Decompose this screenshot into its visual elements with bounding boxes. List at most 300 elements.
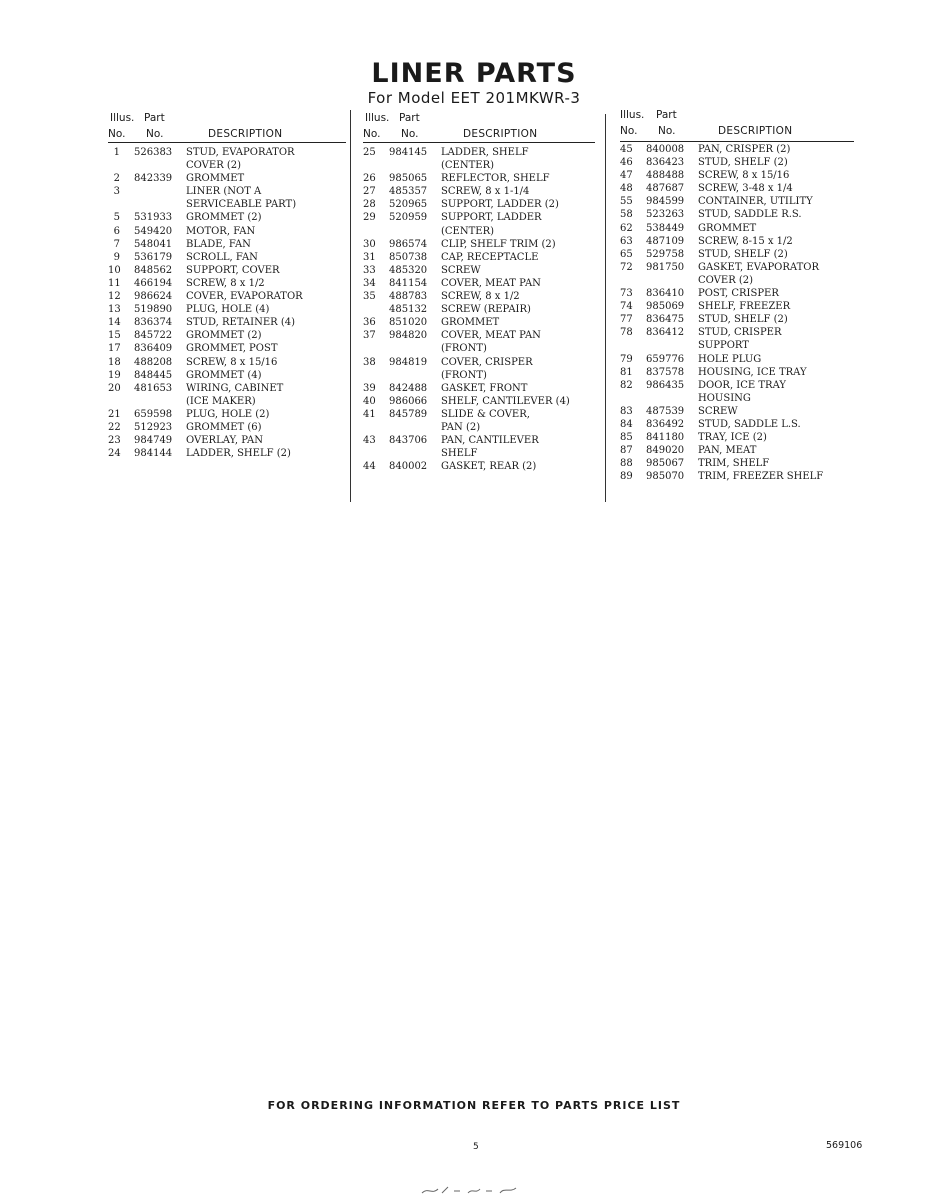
illus-number: 41 <box>363 408 376 420</box>
illus-number: 18 <box>108 356 121 368</box>
illus-number: 5 <box>113 212 120 224</box>
illus-number: 17 <box>108 343 121 355</box>
table-row <box>363 172 603 185</box>
header-no: No. <box>363 128 381 140</box>
table-row <box>108 342 348 355</box>
parts-rows <box>363 146 603 473</box>
part-number: 986574 <box>389 238 428 250</box>
illus-number: 20 <box>108 382 121 394</box>
part-number: 466194 <box>134 277 173 289</box>
table-row <box>363 342 603 355</box>
illus-number: 58 <box>620 209 633 221</box>
part-number: 481653 <box>134 382 173 394</box>
header-rule <box>620 141 854 142</box>
part-description: TRAY, ICE (2) <box>698 432 767 444</box>
page-title: LINER PARTS <box>371 58 577 89</box>
part-description: GROMMET (2) <box>186 212 262 224</box>
header-description: DESCRIPTION <box>208 128 283 140</box>
header-illus: Illus. <box>620 109 645 121</box>
table-row <box>363 408 603 421</box>
table-row <box>363 316 603 329</box>
illus-number: 9 <box>113 251 120 263</box>
header-part-no: No. <box>658 125 676 137</box>
parts-column-2 <box>363 112 603 473</box>
table-row <box>363 146 603 159</box>
illus-number: 78 <box>620 327 633 339</box>
header-rule <box>363 142 595 143</box>
part-description: SHELF, FREEZER <box>698 301 791 313</box>
part-description: SCREW, 8 x 1-1/4 <box>441 186 530 198</box>
table-row <box>620 261 860 274</box>
illus-number: 40 <box>363 395 376 407</box>
part-number: 985067 <box>646 458 685 470</box>
part-description: (CENTER) <box>441 225 495 237</box>
illus-number: 31 <box>363 251 376 263</box>
part-description: STUD, SADDLE R.S. <box>698 209 802 221</box>
table-row <box>620 235 860 248</box>
illus-number: 14 <box>108 317 121 329</box>
illus-number: 39 <box>363 382 376 394</box>
part-description: LADDER, SHELF <box>441 147 529 158</box>
table-row <box>108 434 348 447</box>
illus-number: 38 <box>363 356 376 368</box>
parts-column-1 <box>108 112 348 460</box>
part-description: CAP, RECEPTACLE <box>441 251 539 263</box>
table-row <box>620 195 860 208</box>
illus-number: 44 <box>363 461 376 473</box>
part-number: 837578 <box>646 366 685 378</box>
page-subtitle: For Model EET 201MKWR-3 <box>367 89 581 107</box>
table-row <box>363 382 603 395</box>
part-description: POST, CRISPER <box>698 288 779 300</box>
illus-number: 83 <box>620 405 633 417</box>
part-description: STUD, CRISPER <box>698 327 782 339</box>
part-description: (CENTER) <box>441 160 495 172</box>
part-description: SCREW, 8 x 1/2 <box>186 277 265 289</box>
part-number: 984820 <box>389 330 428 342</box>
illus-number: 2 <box>113 173 120 185</box>
part-description: STUD, SHELF (2) <box>698 248 788 260</box>
illus-number: 55 <box>620 196 633 208</box>
illus-number: 89 <box>620 471 633 483</box>
part-description: WIRING, CABINET <box>186 382 284 394</box>
illus-number: 15 <box>108 330 121 342</box>
part-description: GROMMET <box>186 173 245 185</box>
page-number: 5 <box>473 1142 479 1152</box>
table-row <box>108 225 348 238</box>
illus-number: 24 <box>108 448 121 460</box>
illus-number: 27 <box>363 186 376 198</box>
part-description: STUD, SHELF (2) <box>698 314 788 326</box>
part-description: GROMMET (6) <box>186 421 262 433</box>
table-row <box>620 405 860 418</box>
table-row <box>620 287 860 300</box>
part-number: 840002 <box>389 461 428 473</box>
part-description: HOUSING <box>698 392 751 404</box>
column-header <box>108 112 348 142</box>
illus-number: 63 <box>620 235 633 247</box>
illus-number: 77 <box>620 314 633 326</box>
part-number: 850738 <box>389 251 428 263</box>
ordering-footer: FOR ORDERING INFORMATION REFER TO PARTS PRICE LIST <box>267 1099 681 1112</box>
parts-rows <box>620 143 860 483</box>
table-row <box>108 159 348 172</box>
illus-number: 37 <box>363 330 376 342</box>
part-description: GROMMET, POST <box>186 343 278 355</box>
part-number: 512923 <box>134 421 173 433</box>
table-row <box>108 211 348 224</box>
part-number: 487539 <box>646 405 685 417</box>
table-row <box>108 408 348 421</box>
part-description: CONTAINER, UTILITY <box>698 196 813 208</box>
part-number: 529758 <box>646 248 685 260</box>
parts-rows <box>108 146 348 460</box>
header-no: No. <box>108 128 126 140</box>
header-description: DESCRIPTION <box>463 128 538 140</box>
illus-number: 28 <box>363 199 376 211</box>
table-row <box>363 211 603 224</box>
header-rule <box>108 142 346 143</box>
part-description: GASKET, FRONT <box>441 382 528 394</box>
part-number: 485320 <box>389 264 428 276</box>
part-number: 836410 <box>646 288 685 300</box>
part-number: 843706 <box>389 435 428 447</box>
column-divider <box>350 110 351 502</box>
part-description: DOOR, ICE TRAY <box>698 379 786 391</box>
part-number: 984819 <box>389 356 428 368</box>
table-row <box>620 444 860 457</box>
part-description: PAN, CRISPER (2) <box>698 144 791 155</box>
part-description: GASKET, REAR (2) <box>441 461 537 473</box>
table-row <box>620 248 860 261</box>
table-row <box>620 431 860 444</box>
header-part-no: No. <box>146 128 164 140</box>
table-row <box>620 392 860 405</box>
part-number: 485357 <box>389 186 428 198</box>
illus-number: 65 <box>620 248 633 260</box>
part-description: REFLECTOR, SHELF <box>441 173 550 185</box>
part-description: COVER (2) <box>698 274 754 286</box>
part-description: GROMMET (4) <box>186 369 262 381</box>
document-number: 569106 <box>826 1140 863 1151</box>
part-description: (FRONT) <box>441 343 487 355</box>
table-row <box>620 418 860 431</box>
table-row <box>363 447 603 460</box>
table-row <box>363 290 603 303</box>
part-number: 488488 <box>646 170 685 182</box>
part-description: SHELF, CANTILEVER (4) <box>441 395 570 407</box>
table-row <box>363 277 603 290</box>
table-row <box>620 274 860 287</box>
part-description: SUPPORT, LADDER (2) <box>441 199 559 211</box>
table-row <box>363 356 603 369</box>
part-description: SCREW <box>698 405 738 417</box>
illus-number: 79 <box>620 353 633 365</box>
part-description: COVER, EVAPORATOR <box>186 291 303 303</box>
part-number: 485132 <box>389 304 428 316</box>
illus-number: 7 <box>113 238 120 250</box>
illus-number: 12 <box>108 291 121 303</box>
illus-number: 13 <box>108 304 121 316</box>
part-number: 526383 <box>134 147 173 158</box>
header-description: DESCRIPTION <box>718 125 793 137</box>
part-description: GROMMET (2) <box>186 330 262 342</box>
part-description: LINER (NOT A <box>186 186 262 198</box>
table-row <box>620 470 860 483</box>
illus-number: 3 <box>113 186 120 198</box>
part-description: COVER, MEAT PAN <box>441 330 541 342</box>
table-row <box>108 290 348 303</box>
illus-number: 88 <box>620 458 633 470</box>
part-number: 985065 <box>389 173 428 185</box>
part-description: SCREW, 8-15 x 1/2 <box>698 235 793 247</box>
table-row <box>620 222 860 235</box>
table-row <box>620 182 860 195</box>
part-description: GASKET, EVAPORATOR <box>698 261 819 273</box>
illus-number: 48 <box>620 183 633 195</box>
illus-number: 84 <box>620 418 633 430</box>
part-number: 984144 <box>134 448 173 460</box>
part-description: STUD, SHELF (2) <box>698 157 788 169</box>
part-description: SCREW <box>441 264 481 276</box>
part-number: 836492 <box>646 418 685 430</box>
part-description: GROMMET <box>698 222 757 234</box>
illus-number: 19 <box>108 369 121 381</box>
part-description: (ICE MAKER) <box>186 395 256 407</box>
part-description: GROMMET <box>441 317 500 329</box>
table-row <box>108 185 348 198</box>
table-row <box>108 382 348 395</box>
part-description: SCREW, 8 x 15/16 <box>186 356 278 368</box>
header-illus: Illus. <box>365 112 390 124</box>
table-row <box>108 329 348 342</box>
part-description: SCROLL, FAN <box>186 251 258 263</box>
part-number: 848562 <box>134 264 173 276</box>
table-row <box>108 356 348 369</box>
handwritten-mark <box>420 1183 530 1197</box>
table-row <box>363 421 603 434</box>
part-description: (FRONT) <box>441 369 487 381</box>
illus-number: 36 <box>363 317 376 329</box>
illus-number: 25 <box>363 147 376 158</box>
part-number: 986066 <box>389 395 428 407</box>
part-number: 986624 <box>134 291 173 303</box>
table-row <box>108 421 348 434</box>
illus-number: 29 <box>363 212 376 224</box>
part-description: STUD, EVAPORATOR <box>186 147 295 158</box>
part-number: 536179 <box>134 251 173 263</box>
header-part: Part <box>399 112 420 124</box>
part-number: 519890 <box>134 304 173 316</box>
part-description: HOUSING, ICE TRAY <box>698 366 807 378</box>
illus-number: 73 <box>620 288 633 300</box>
part-number: 836409 <box>134 343 173 355</box>
table-row <box>108 277 348 290</box>
table-row <box>620 379 860 392</box>
part-description: LADDER, SHELF (2) <box>186 448 291 460</box>
illus-number: 43 <box>363 435 376 447</box>
table-row <box>620 353 860 366</box>
table-row <box>620 326 860 339</box>
illus-number: 26 <box>363 173 376 185</box>
part-number: 984145 <box>389 147 428 158</box>
column-divider <box>605 114 606 502</box>
part-number: 520965 <box>389 199 428 211</box>
table-row <box>108 238 348 251</box>
table-row <box>363 251 603 264</box>
illus-number: 72 <box>620 261 633 273</box>
illus-number: 87 <box>620 445 633 457</box>
table-row <box>620 313 860 326</box>
part-number: 523263 <box>646 209 685 221</box>
part-description: MOTOR, FAN <box>186 225 256 237</box>
part-number: 538449 <box>646 222 685 234</box>
part-description: OVERLAY, PAN <box>186 435 263 447</box>
illus-number: 47 <box>620 170 633 182</box>
table-row <box>108 146 348 159</box>
table-row <box>363 264 603 277</box>
illus-number: 22 <box>108 421 121 433</box>
table-row <box>108 172 348 185</box>
table-row <box>363 460 603 473</box>
part-number: 984599 <box>646 196 685 208</box>
part-description: COVER (2) <box>186 160 242 172</box>
illus-number: 82 <box>620 379 633 391</box>
table-row <box>620 169 860 182</box>
part-number: 848445 <box>134 369 173 381</box>
part-number: 842339 <box>134 173 173 185</box>
table-row <box>363 198 603 211</box>
part-number: 488208 <box>134 356 173 368</box>
illus-number: 45 <box>620 144 633 155</box>
part-description: PAN (2) <box>441 421 481 433</box>
part-description: SHELF <box>441 448 478 460</box>
part-description: SUPPORT, LADDER <box>441 212 542 224</box>
parts-column-3 <box>620 109 860 483</box>
table-row <box>363 369 603 382</box>
part-number: 836423 <box>646 157 685 169</box>
part-description: SCREW (REPAIR) <box>441 304 531 316</box>
table-row <box>108 447 348 460</box>
table-row <box>108 369 348 382</box>
illus-number: 6 <box>113 225 120 237</box>
part-description: BLADE, FAN <box>186 238 251 250</box>
part-number: 520959 <box>389 212 428 224</box>
table-row <box>363 225 603 238</box>
part-description: SCREW, 8 x 1/2 <box>441 291 520 303</box>
illus-number: 34 <box>363 277 376 289</box>
table-row <box>363 159 603 172</box>
header-part: Part <box>656 109 677 121</box>
part-number: 984749 <box>134 435 173 447</box>
table-row <box>363 395 603 408</box>
table-row <box>108 303 348 316</box>
part-number: 840008 <box>646 144 685 155</box>
table-row <box>108 264 348 277</box>
table-row <box>363 185 603 198</box>
table-row <box>363 238 603 251</box>
part-description: TRIM, SHELF <box>698 458 770 470</box>
part-description: SERVICEABLE PART) <box>186 199 297 211</box>
table-row <box>363 434 603 447</box>
table-row <box>108 316 348 329</box>
part-description: STUD, SADDLE L.S. <box>698 418 801 430</box>
table-row <box>363 303 603 316</box>
part-number: 845722 <box>134 330 173 342</box>
header-part-no: No. <box>401 128 419 140</box>
table-row <box>620 457 860 470</box>
table-row <box>108 198 348 211</box>
illus-number: 10 <box>108 264 121 276</box>
illus-number: 23 <box>108 435 121 447</box>
illus-number: 21 <box>108 408 121 420</box>
table-row <box>363 329 603 342</box>
table-row <box>620 208 860 221</box>
part-number: 836412 <box>646 327 685 339</box>
table-row <box>620 366 860 379</box>
table-row <box>108 395 348 408</box>
illus-number: 62 <box>620 222 633 234</box>
part-description: PAN, CANTILEVER <box>441 435 539 447</box>
table-row <box>108 251 348 264</box>
part-number: 986435 <box>646 379 685 391</box>
part-number: 845789 <box>389 408 428 420</box>
part-description: STUD, RETAINER (4) <box>186 317 296 329</box>
part-description: SCREW, 8 x 15/16 <box>698 170 790 182</box>
header-no: No. <box>620 125 638 137</box>
illus-number: 46 <box>620 157 633 169</box>
column-header <box>620 109 860 139</box>
part-number: 487109 <box>646 235 685 247</box>
part-number: 841154 <box>389 277 428 289</box>
illus-number: 1 <box>113 147 120 158</box>
part-description: HOLE PLUG <box>698 353 762 365</box>
part-description: PLUG, HOLE (2) <box>186 408 270 420</box>
part-description: TRIM, FREEZER SHELF <box>698 471 824 483</box>
part-number: 548041 <box>134 238 173 250</box>
table-row <box>620 156 860 169</box>
part-description: COVER, MEAT PAN <box>441 277 541 289</box>
table-row <box>620 143 860 156</box>
part-number: 841180 <box>646 432 685 444</box>
table-row <box>620 339 860 352</box>
illus-number: 35 <box>363 291 376 303</box>
part-description: COVER, CRISPER <box>441 356 533 368</box>
part-number: 849020 <box>646 445 685 457</box>
part-number: 531933 <box>134 212 173 224</box>
part-number: 487687 <box>646 183 685 195</box>
illus-number: 85 <box>620 432 633 444</box>
table-row <box>620 300 860 313</box>
illus-number: 74 <box>620 301 633 313</box>
illus-number: 30 <box>363 238 376 250</box>
part-description: SUPPORT, COVER <box>186 264 280 276</box>
part-number: 981750 <box>646 261 685 273</box>
part-number: 659776 <box>646 353 685 365</box>
part-description: PAN, MEAT <box>698 445 757 457</box>
column-header <box>363 112 603 142</box>
header-illus: Illus. <box>110 112 135 124</box>
part-number: 842488 <box>389 382 428 394</box>
part-number: 836374 <box>134 317 173 329</box>
part-number: 851020 <box>389 317 428 329</box>
part-description: CLIP, SHELF TRIM (2) <box>441 238 556 250</box>
part-number: 836475 <box>646 314 685 326</box>
part-number: 985070 <box>646 471 685 483</box>
illus-number: 11 <box>108 277 121 289</box>
part-description: SLIDE & COVER, <box>441 408 530 420</box>
part-number: 549420 <box>134 225 173 237</box>
